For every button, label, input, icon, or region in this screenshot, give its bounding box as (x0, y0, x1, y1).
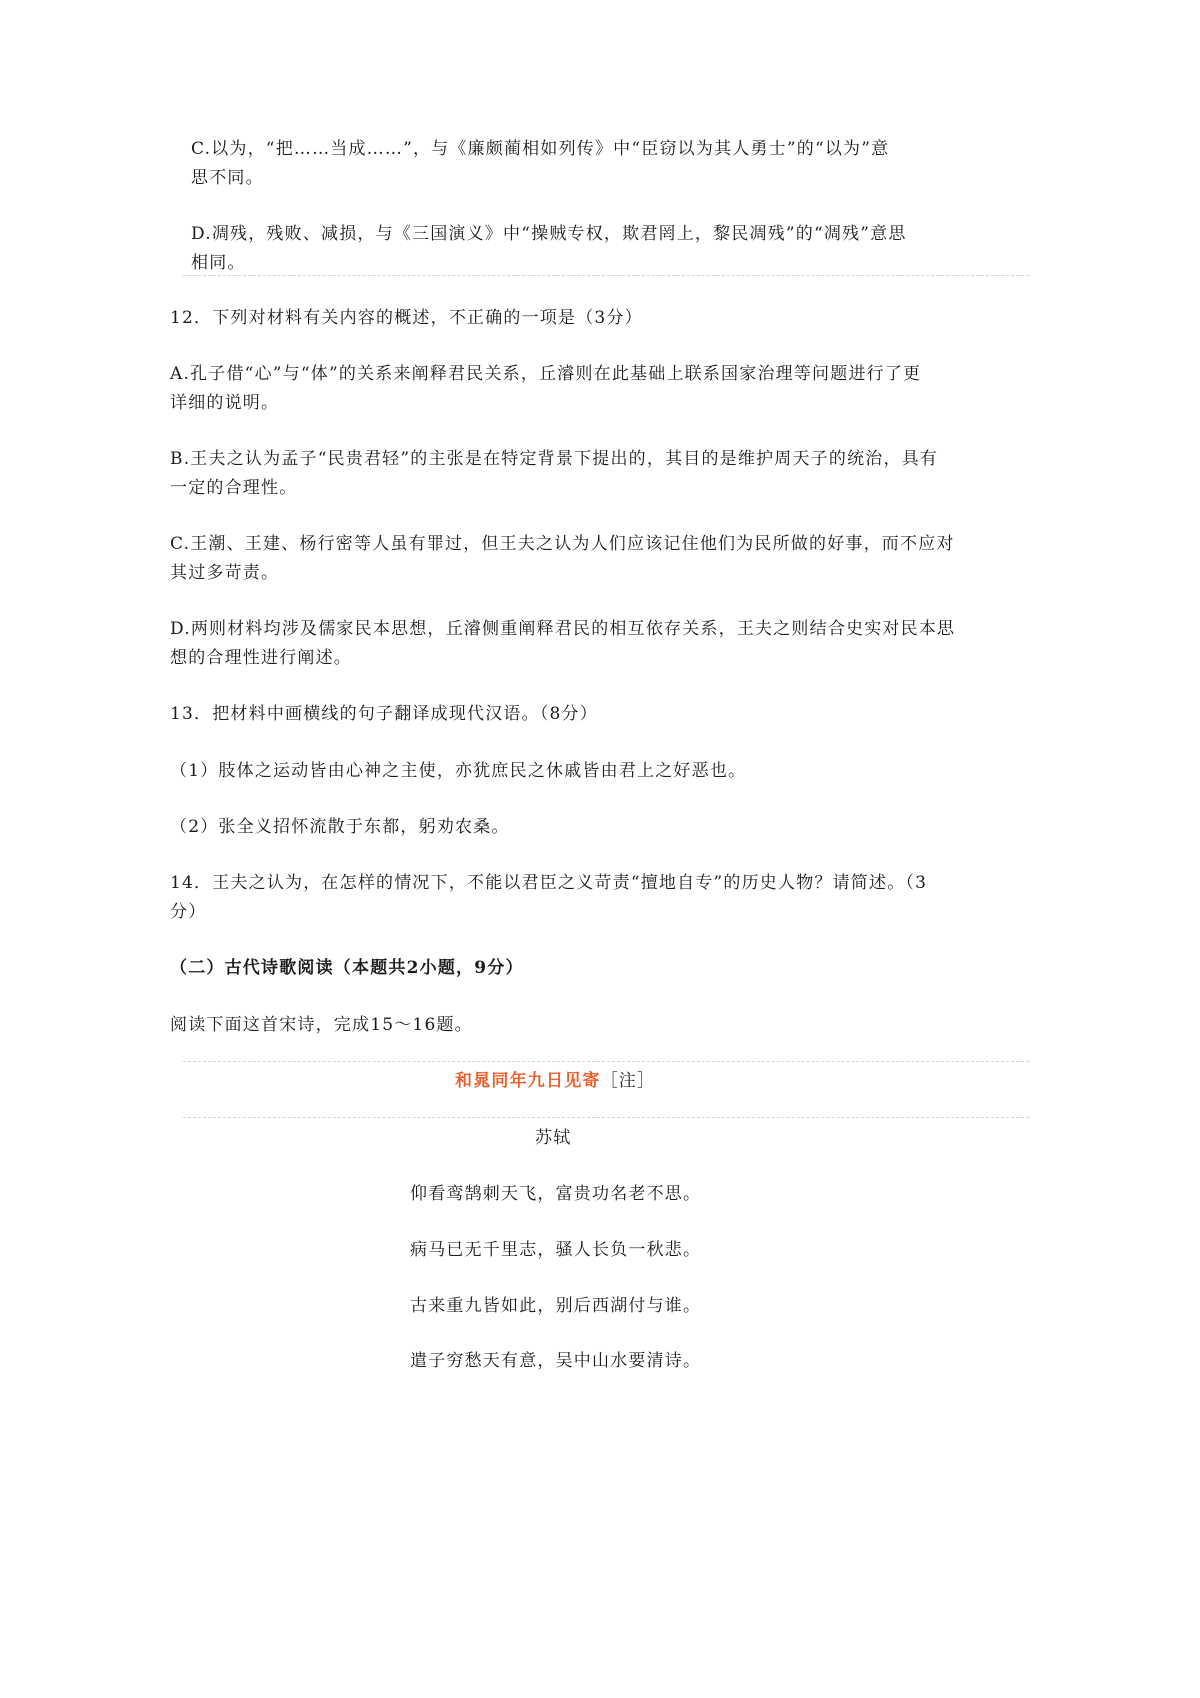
poem-divider-bottom (183, 1117, 1029, 1118)
q11-option-d-line1: D.凋残，残败、减损，与《三国演义》中“操贼专权，欺君罔上，黎民凋残”的“凋残”意思 (191, 224, 907, 244)
q12-option-c-line1: C.王潮、王建、杨行密等人虽有罪过，但王夫之认为人们应该记住他们为民所做的好事，而不应对 (170, 534, 955, 554)
q13-item-1: （1）肢体之运动皆由心神之主使，亦犹庶民之休戚皆由君上之好恶也。 (170, 761, 747, 781)
poem-note-marker: ［注］ (600, 1071, 656, 1091)
section-heading: （二）古代诗歌阅读（本题共2小题，9分） (170, 958, 524, 978)
section-divider (183, 275, 1029, 276)
q12-stem: 12．下列对材料有关内容的概述，不正确的一项是（3分） (170, 308, 643, 328)
q12-option-b-line1: B.王夫之认为孟子“民贵君轻”的主张是在特定背景下提出的，其目的是维护周天子的统治，具有 (170, 449, 939, 469)
poem-line: 仰看鸾鹄刺天飞，富贵功名老不思。 (410, 1184, 702, 1204)
poem-title: 和晁同年九日见寄 (455, 1071, 601, 1091)
poem-line: 病马已无千里志，骚人长负一秋悲。 (410, 1240, 702, 1260)
q12-option-a-line1: A.孔子借“心”与“体”的关系来阐释君民关系，丘濬则在此基础上联系国家治理等问题进行了更 (170, 364, 922, 384)
poem-divider-top (183, 1061, 1029, 1062)
q12-option-b-line2: 一定的合理性。 (170, 478, 298, 498)
q12-option-d-line1: D.两则材料均涉及儒家民本思想，丘濬侧重阐释君民的相互依存关系，王夫之则结合史实对民本思 (170, 619, 956, 639)
poem-title-row (455, 1069, 655, 1093)
q12-option-c-line2: 其过多苛责。 (170, 563, 280, 583)
poem-line: 遣子穷愁天有意，吴中山水要清诗。 (410, 1351, 702, 1371)
q12-option-d-line2: 想的合理性进行阐述。 (170, 648, 352, 668)
poem-line: 古来重九皆如此，别后西湖付与谁。 (410, 1296, 702, 1316)
q14-stem-line2: 分） (170, 902, 207, 922)
q11-option-c-line2: 思不同。 (191, 168, 264, 188)
q11-option-d-line2: 相同。 (191, 253, 246, 273)
poem-author: 苏轼 (535, 1128, 572, 1148)
q12-option-a-line2: 详细的说明。 (170, 393, 280, 413)
q11-option-c-line1: C.以为，“把……当成……”，与《廉颇蔺相如列传》中“臣窃以为其人勇士”的“以为”意 (191, 139, 890, 159)
section-intro: 阅读下面这首宋诗，完成15～16题。 (170, 1015, 473, 1035)
q13-item-2: （2）张全义招怀流散于东都，躬劝农桑。 (170, 817, 510, 837)
q14-stem-line1: 14．王夫之认为，在怎样的情况下，不能以君臣之义苛责“擅地自专”的历史人物？请简述。（3 (170, 873, 928, 893)
q13-stem: 13．把材料中画横线的句子翻译成现代汉语。（8分） (170, 704, 598, 724)
